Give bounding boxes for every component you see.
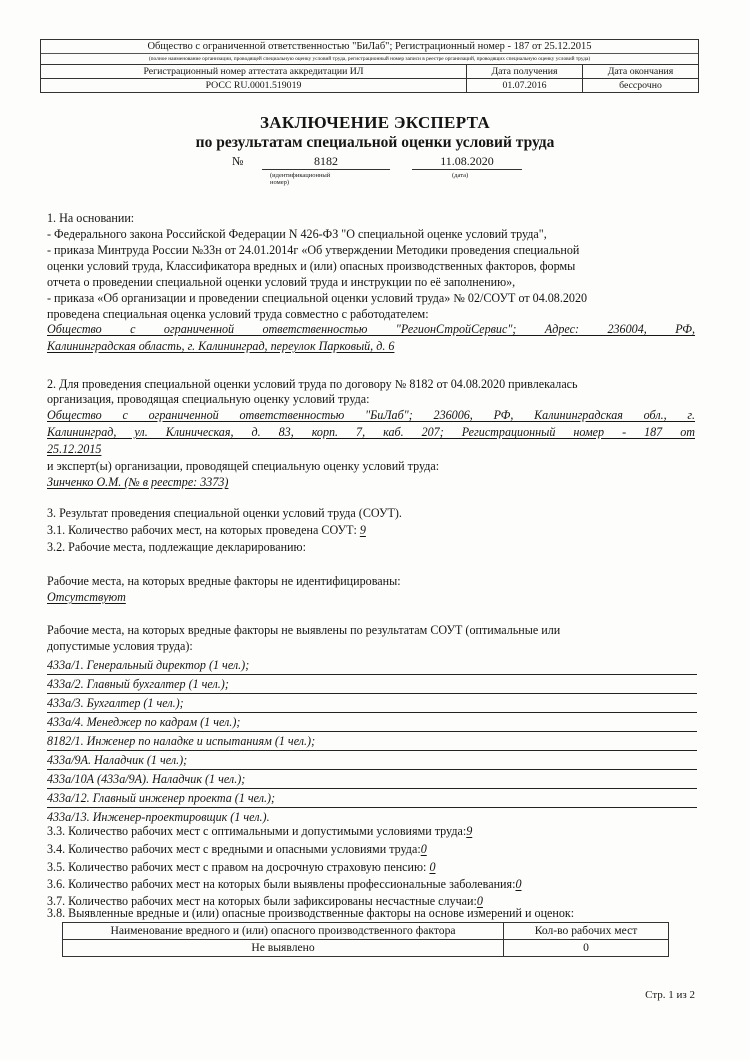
- s34-row: [47, 842, 427, 856]
- s33-value: 9: [466, 824, 473, 838]
- section1-line: оценки условий труда, Классификатора вредных и (или) опасных производственных факторов, формы: [47, 259, 576, 273]
- not-found-line: допустимые условия труда):: [47, 639, 193, 653]
- s37-value: 0: [476, 894, 483, 908]
- conclusion-number: 8182: [262, 154, 390, 170]
- s35-value: 0: [429, 860, 436, 874]
- org-note: (полное наименование организации, проводящей специальную оценку условий труда, регистрационный номер записи в реестре организаций, проводящих специальную оценку условий труда): [41, 54, 698, 65]
- s37-label: 3.7. Количество рабочих мест на которых были зафиксированы несчастные случаи:: [47, 894, 477, 908]
- table-header-row: [63, 923, 668, 939]
- page-number: Стр. 1 из 2: [645, 989, 695, 1001]
- section1-line: - приказа Минтруда России №33н от 24.01.2014г «Об утверждении Методики проведения специальной: [47, 243, 580, 257]
- not-identified-value: Отсутствуют: [47, 590, 126, 604]
- conclusion-date: 11.08.2020: [412, 154, 522, 170]
- s34-label: 3.4. Количество рабочих мест с вредными и опасными условиями труда:: [47, 842, 421, 856]
- workplace-item: 433а/10А (433а/9А). Наладчик (1 чел.);: [47, 771, 697, 789]
- s36-row: [47, 877, 522, 891]
- s36-value: 0: [515, 877, 522, 891]
- section2-line: организация, проводящая специальную оценку условий труда:: [47, 392, 370, 406]
- page-title: ЗАКЛЮЧЕНИЕ ЭКСПЕРТА: [260, 113, 490, 132]
- workplace-item: 8182/1. Инженер по наладке и испытаниям (1 чел.);: [47, 733, 697, 751]
- section1-line: - приказа «Об организации и проведении специальной оценки условий труда» № 02/СОУТ от 04.08.2020: [47, 291, 588, 305]
- number-caption: (идентификационный номер): [270, 172, 331, 186]
- section1-head: 1. На основании:: [47, 211, 135, 225]
- page-subtitle: по результатам специальной оценки условий труда: [195, 134, 555, 151]
- s32-label: 3.2. Рабочие места, подлежащие декларированию:: [47, 540, 306, 554]
- date-caption: (дата): [452, 172, 469, 179]
- lab-header-table: [40, 39, 699, 93]
- accreditation-title: Регистрационный номер аттестата аккредитации ИЛ: [41, 65, 467, 78]
- s33-row: [47, 824, 472, 838]
- expiry-title: Дата окончания: [607, 66, 674, 77]
- factors-table: [62, 922, 669, 957]
- factor-name-header: Наименование вредного и (или) опасного производственного фактора: [63, 923, 504, 939]
- header-titles-row: [41, 65, 698, 79]
- section1-line: проведена специальная оценка условий труда совместно с работодателем:: [47, 307, 429, 321]
- not-identified-label: Рабочие места, на которых вредные факторы не идентифицированы:: [47, 574, 401, 588]
- s34-value: 0: [420, 842, 427, 856]
- table-row: [63, 939, 668, 956]
- assessor-org-date: 25.12.2015: [47, 442, 102, 456]
- s31-label: 3.1. Количество рабочих мест, на которых проведена СОУТ:: [47, 523, 360, 537]
- section2-line: и эксперт(ы) организации, проводящей специальную оценку условий труда:: [47, 459, 440, 473]
- section2-line: 2. Для проведения специальной оценки условий труда по договору № 8182 от 04.08.2020 привлекалась: [47, 377, 578, 391]
- org-line: Общество с ограниченной ответственностью "БиЛаб"; Регистрационный номер - 187 от 25.12.2015: [41, 40, 698, 54]
- workplace-count-cell: 0: [583, 941, 589, 954]
- expert-name: Зинченко О.М. (№ в реестре: 3373): [47, 475, 229, 489]
- factor-name-cell: Не выявлено: [63, 940, 504, 956]
- assessor-org-address: Калининград, ул. Клиническая, д. 83, корп. 7, каб. 207; Регистрационный номер - 187 от: [47, 425, 695, 439]
- assessor-org-name: Общество с ограниченной ответственностью "БиЛаб"; 236006, РФ, Калининградская обл., г.: [47, 408, 695, 422]
- number-sign: №: [232, 154, 244, 168]
- section3-head: 3. Результат проведения специальной оценки условий труда (СОУТ).: [47, 506, 402, 520]
- header-values-row: [41, 79, 698, 92]
- workplace-item: 433а/3. Бухгалтер (1 чел.);: [47, 695, 697, 713]
- workplace-item: 433а/1. Генеральный директор (1 чел.);: [47, 657, 697, 675]
- received-date: 01.07.2016: [467, 79, 583, 92]
- employer-name: Общество с ограниченной ответственностью "РегионСтройСервис"; Адрес: 236004, РФ,: [47, 322, 695, 336]
- s31-value: 9: [359, 523, 366, 537]
- section1-line: - Федерального закона Российской Федерации N 426-ФЗ "О специальной оценке условий труда",: [47, 227, 547, 241]
- workplace-item: 433а/2. Главный бухгалтер (1 чел.);: [47, 676, 697, 694]
- s31-row: [47, 523, 366, 537]
- expiry-date: бессрочно: [619, 80, 662, 91]
- employer-address: Калининградская область, г. Калининград, переулок Парковый, д. 6: [47, 339, 395, 353]
- s35-row: [47, 860, 436, 874]
- workplace-item: 433а/4. Менеджер по кадрам (1 чел.);: [47, 714, 697, 732]
- s36-label: 3.6. Количество рабочих мест на которых были выявлены профессиональные заболевания:: [47, 877, 516, 891]
- received-title: Дата получения: [467, 65, 583, 78]
- s38-label: 3.8. Выявленные вредные и (или) опасные производственные факторы на основе измерений и оценок:: [47, 906, 575, 920]
- workplace-count-header: Кол-во рабочих мест: [534, 924, 638, 937]
- section1-line: отчета о проведении специальной оценки условий труда и инструкции по её заполнению»,: [47, 275, 516, 289]
- not-found-line: Рабочие места, на которых вредные факторы не выявлены по результатам СОУТ (оптимальные или: [47, 623, 561, 637]
- workplace-item: 433а/12. Главный инженер проекта (1 чел.);: [47, 790, 697, 808]
- s35-label: 3.5. Количество рабочих мест с правом на досрочную страховую пенсию:: [47, 860, 430, 874]
- accreditation-number: РОСС RU.0001.519019: [41, 79, 467, 92]
- s33-label: 3.3. Количество рабочих мест с оптимальными и допустимыми условиями труда:: [47, 824, 467, 838]
- workplace-item: 433а/9А. Наладчик (1 чел.);: [47, 752, 697, 770]
- workplace-item: 433а/13. Инженер-проектировщик (1 чел.).: [47, 810, 270, 824]
